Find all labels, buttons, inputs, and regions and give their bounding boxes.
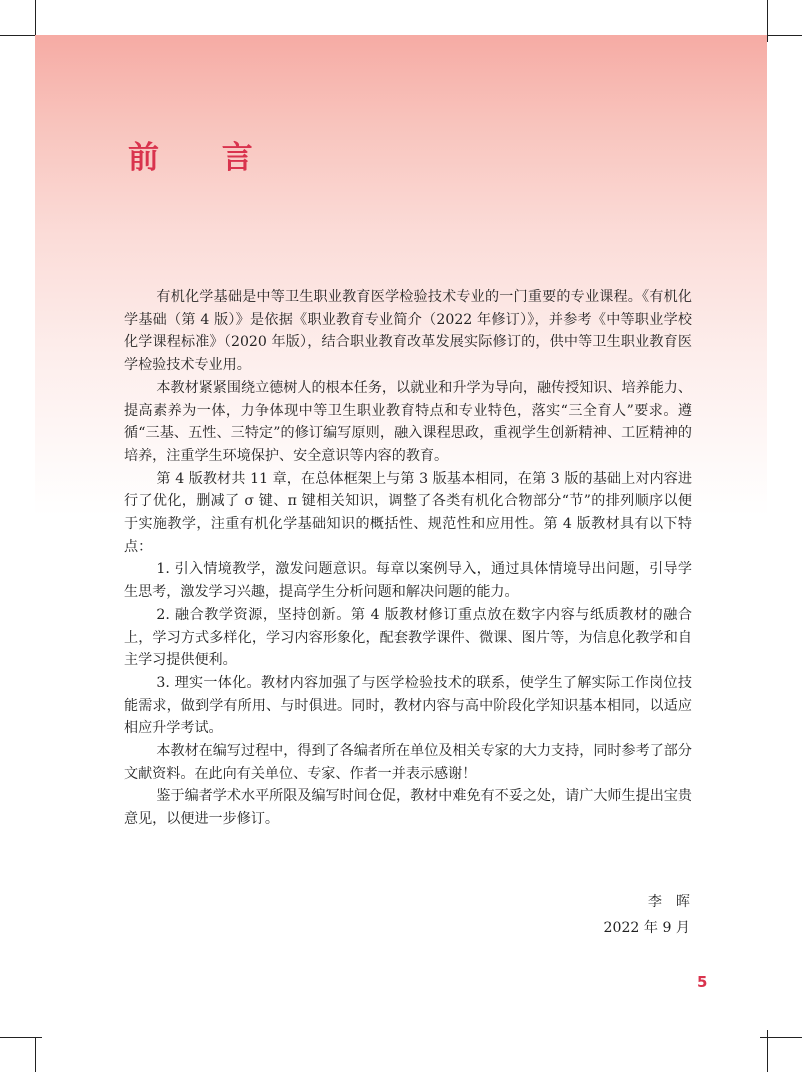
paragraph-feature-2: 2. 融合教学资源，坚持创新。第 4 版教材修订重点放在数字内容与纸质教材的融合上，学习方式多样化，学习内容形象化，配套教学课件、微课、图片等，为信息化教学和自主学习提供便利。: [124, 606, 692, 669]
paragraph-edition-overview: 第 4 版教材共 11 章，在总体框架上与第 3 版基本相同，在第 3 版的基础上对内容进行了优化，删减了 σ 键、π 键相关知识，调整了各类有机化合物部分“节”的排列顺序以便于实施教学，注重有机化学基础知识的概括性、规范性和应用性。第 4 版教材具有以下特点：: [124, 470, 692, 555]
preface-body: [124, 286, 692, 831]
paragraph-closing: 鉴于编者学术水平所限及编写时间仓促，教材中难免有不妥之处，请广大师生提出宝贵意见，以便进一步修订。: [124, 788, 692, 828]
paragraph-feature-3: 3. 理实一体化。教材内容加强了与医学检验技术的联系，使学生了解实际工作岗位技能需求，做到学有所用、与时俱进。同时，教材内容与高中阶段化学知识基本相同，以适应相应升学考试。: [124, 674, 692, 737]
paragraph-intro: 有机化学基础是中等卫生职业教育医学检验技术专业的一门重要的专业课程。《有机化学基础（第 4 版）》是依据《职业教育专业简介（2022 年修订）》，并参考《中等职业学校化学课程标准》（2020 年版），结合职业教育改革发展实际修订的，供中等卫生职业教育医学检验技术专业用。: [124, 289, 692, 374]
paragraph-feature-1: 1. 引入情境教学，激发问题意识。每章以案例导入，通过具体情境导出问题，引导学生思考，激发学习兴趣，提高学生分析问题和解决问题的能力。: [124, 561, 692, 601]
crop-mark-top-right-v: [767, 0, 768, 42]
date-line: 2022 年 9 月: [603, 920, 690, 936]
paragraph-mission: 本教材紧紧围绕立德树人的根本任务，以就业和升学为导向，融传授知识、培养能力、提高素养为一体，力争体现中等卫生职业教育特点和专业特色，落实“三全育人”要求。遵循“三基、五性、三特定”的修订编写原则，融入课程思政，重视学生创新精神、工匠精神的培养，注重学生环境保护、安全意识等内容的教育。: [124, 379, 692, 464]
crop-mark-bottom-right-v: [767, 1030, 768, 1072]
paragraph-acknowledgement: 本教材在编写过程中，得到了各编者所在单位及相关专家的大力支持，同时参考了部分文献资料。在此向有关单位、专家、作者一并表示感谢！: [124, 743, 692, 782]
author-name: 李晖: [647, 894, 704, 910]
signature-block: [603, 889, 704, 941]
page-title: 前 言: [128, 140, 279, 176]
page-number: 5: [697, 973, 708, 991]
